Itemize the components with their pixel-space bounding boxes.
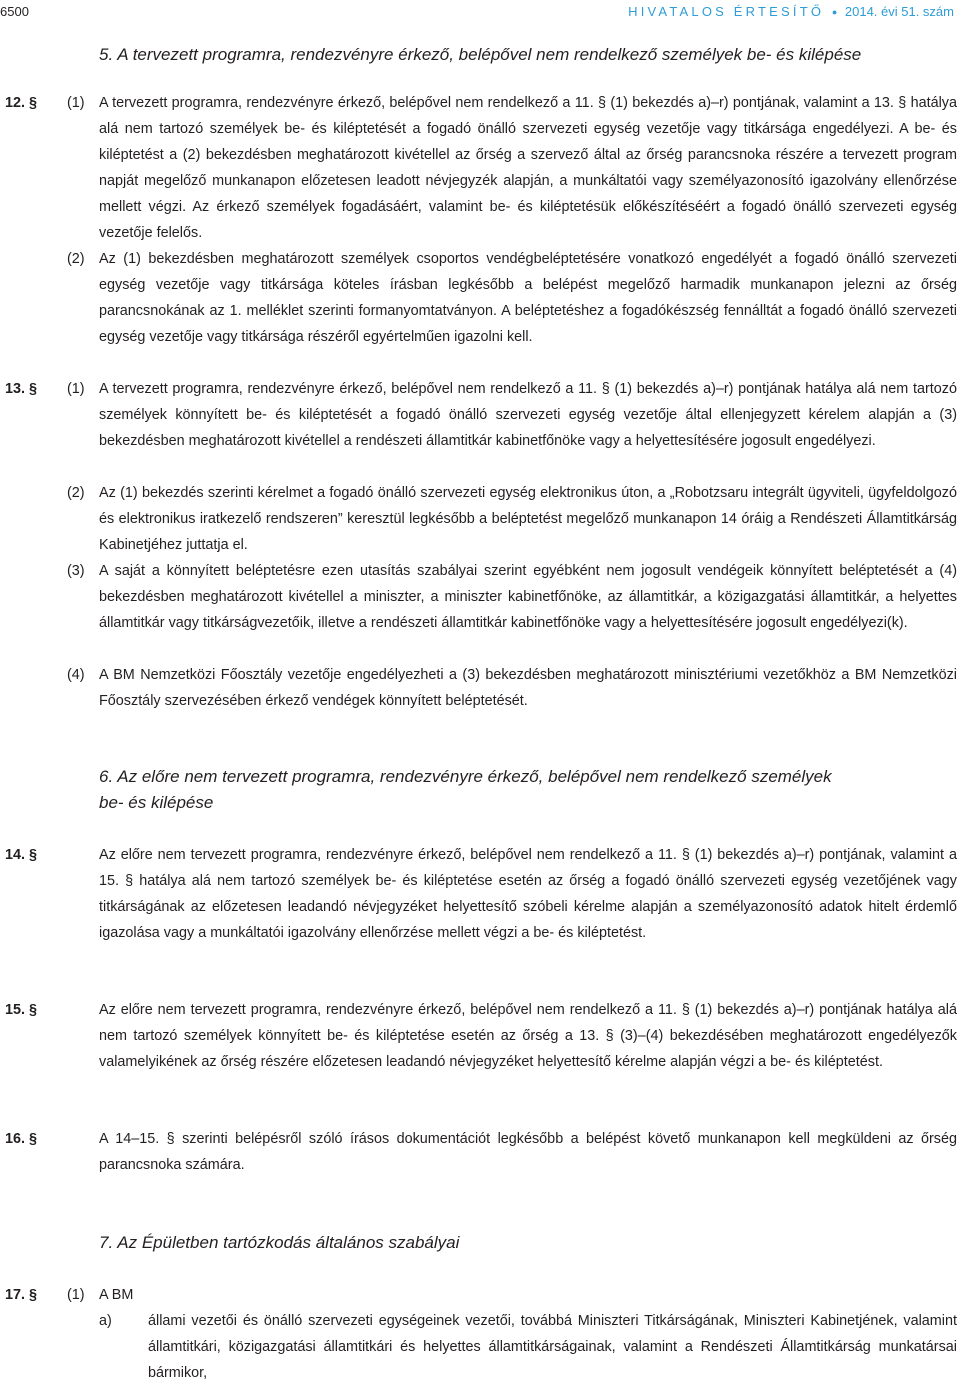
paragraph-17-number: 17. § bbox=[5, 1287, 38, 1303]
page-number: 6500 bbox=[0, 4, 29, 19]
paragraph-13-2-number: (2) bbox=[67, 485, 85, 501]
bullet-separator: ● bbox=[831, 7, 838, 17]
point-a-label: a) bbox=[99, 1313, 112, 1329]
paragraph-16-number: 16. § bbox=[5, 1131, 38, 1147]
paragraph-12-1-text: A tervezett programra, rendezvényre érkező, belépővel nem rendelkező a 11. § (1) bekezdés a)–r) pontjának, valamint a 13. § hatálya alá nem tartozó személyek be- és kiléptetését a fogadó önálló szervezeti egység vezetője vagy titkársága engedélyezi. A be- és kiléptetést a (2) bekezdésben meghatározott kivétellel az őrség a szervező által az őrség parancsnoka részére a tervezett program napját megelőző munkanapon előzetesen leadott névjegyzék alapján, a munkáltatói vagy személyazonosító igazolvány ellenőrzése mellett végzi. Az érkező személyek fogadásáért, valamint be- és kiléptetésük előkészítéséért a fogadó önálló szervezeti egység vezetője felelős. bbox=[99, 95, 957, 241]
section-7-title: 7. Az Épületben tartózkodás általános szabályai bbox=[99, 1233, 460, 1252]
paragraph-13-3-number: (3) bbox=[67, 563, 85, 579]
paragraph-13-1-number: (1) bbox=[67, 381, 85, 397]
paragraph-14-text: Az előre nem tervezett programra, rendezvényre érkező, belépővel nem rendelkező a 11. § (1) bekezdés a)–r) pontjának, valamint a 15. § hatálya alá nem tartozó személyek be- és kiléptetése esetén az őrség a fogadó önálló szervezeti egység vezetőjének vagy titkárságának az előzetesen leadandó névjegyzéket helyettesítő szóbeli kérelme alapján a személyazonosító adatok hitelt érdemlő igazolása vagy a munkáltatói igazolvány ellenőrzése mellett végzi a be- és kiléptetést. bbox=[99, 847, 957, 941]
paragraph-13-number: 13. § bbox=[5, 381, 38, 397]
paragraph-12-2-number: (2) bbox=[67, 251, 85, 267]
paragraph-16-text: A 14–15. § szerinti belépésről szóló írásos dokumentációt legkésőbb a belépést követő munkanapon kell megküldeni az őrség parancsnoka számára. bbox=[99, 1131, 957, 1173]
journal-title: HIVATALOS ÉRTESÍTŐ bbox=[628, 4, 825, 19]
paragraph-13-4-text: A BM Nemzetközi Főosztály vezetője engedélyezheti a (3) bekezdésben meghatározott minisztériumi vezetőkhöz a BM Nemzetközi Főosztály szervezésében érkező vendégek könnyített beléptetését. bbox=[99, 667, 957, 709]
journal-info bbox=[628, 4, 954, 19]
paragraph-12-number: 12. § bbox=[5, 95, 38, 111]
paragraph-14-number: 14. § bbox=[5, 847, 38, 863]
section-6-title-line1: 6. Az előre nem tervezett programra, rendezvényre érkező, belépővel nem rendelkező személyek bbox=[99, 767, 832, 786]
paragraph-17-1-text: A BM bbox=[99, 1287, 134, 1303]
paragraph-13-4-number: (4) bbox=[67, 667, 85, 683]
section-6-title-line2: be- és kilépése bbox=[99, 793, 214, 812]
point-a-text: állami vezetői és önálló szervezeti egységeinek vezetői, továbbá Miniszteri Titkárságának, Miniszteri Kabinetjének, valamint államtitkári, közigazgatási államtitkári és helyettes államtitkárságainak, valamint a Rendészeti Államtitkárság munkatársai bármikor, bbox=[148, 1313, 957, 1381]
paragraph-13-3-text: A saját a könnyített beléptetésre ezen utasítás szabályai szerint egyébként nem jogosult vendégeik könnyített beléptetését a (4) bekezdésben meghatározott kivétellel a miniszter, a miniszter kabinetfőnöke, az államtitkár, a közigazgatási államtitkár, a helyettes államtitkár vagy titkárságvezetőik, illetve a rendészeti államtitkár kabinetfőnöke vagy a helyettesítésére jogosult engedélyezi(k). bbox=[99, 563, 957, 631]
paragraph-12-2-text: Az (1) bekezdésben meghatározott személyek csoportos vendégbeléptetésére vonatkozó engedélyét a fogadó önálló szervezeti egység vezetője vagy titkársága köteles írásban legkésőbb a belépést megelőző harmadik munkanapon jelezni az őrség parancsnokának az 1. melléklet szerinti formanyomtatványon. A beléptetéshez a fogadókészség fennálltát a fogadó önálló szervezeti egység vezetője vagy titkársága részéről egyértelműen igazolni kell. bbox=[99, 251, 957, 345]
paragraph-15-number: 15. § bbox=[5, 1002, 38, 1018]
section-5-title: 5. A tervezett programra, rendezvényre érkező, belépővel nem rendelkező személyek be- és kilépése bbox=[99, 45, 862, 64]
issue-number: 2014. évi 51. szám bbox=[844, 4, 954, 19]
paragraph-15-text: Az előre nem tervezett programra, rendezvényre érkező, belépővel nem rendelkező a 11. § (1) bekezdés a)–r) pontjának hatálya alá nem tartozó személyek könnyített be- és kiléptetése esetén az őrség a 13. § (3)–(4) bekezdésében meghatározott engedélyezők valamelyikének az őrség részére előzetesen leadandó névjegyzéket helyettesítő kérelme alapján végzi a be- és kiléptetést. bbox=[99, 1002, 957, 1070]
paragraph-17-1-number: (1) bbox=[67, 1287, 85, 1303]
paragraph-12-1-number: (1) bbox=[67, 95, 85, 111]
page-header bbox=[0, 4, 960, 24]
paragraph-13-1-text: A tervezett programra, rendezvényre érkező, belépővel nem rendelkező a 11. § (1) bekezdés a)–r) pontjának hatálya alá nem tartozó személyek könnyített be- és kiléptetését a fogadó önálló szervezeti egység vezetője által ellenjegyzett kérelem alapján a (3) bekezdésben meghatározott kivétellel a rendészeti államtitkár kabinetfőnöke vagy a helyettesítésére jogosult engedélyezi. bbox=[99, 381, 957, 449]
paragraph-13-2-text: Az (1) bekezdés szerinti kérelmet a fogadó önálló szervezeti egység elektronikus úton, a „Robotzsaru integrált ügyviteli, ügyfeldolgozó és elektronikus iratkezelő rendszeren” keresztül legkésőbb a beléptetést megelőző munkanapon 14 óráig a Rendészeti Államtitkárság Kabinetjéhez juttatja el. bbox=[99, 485, 957, 553]
